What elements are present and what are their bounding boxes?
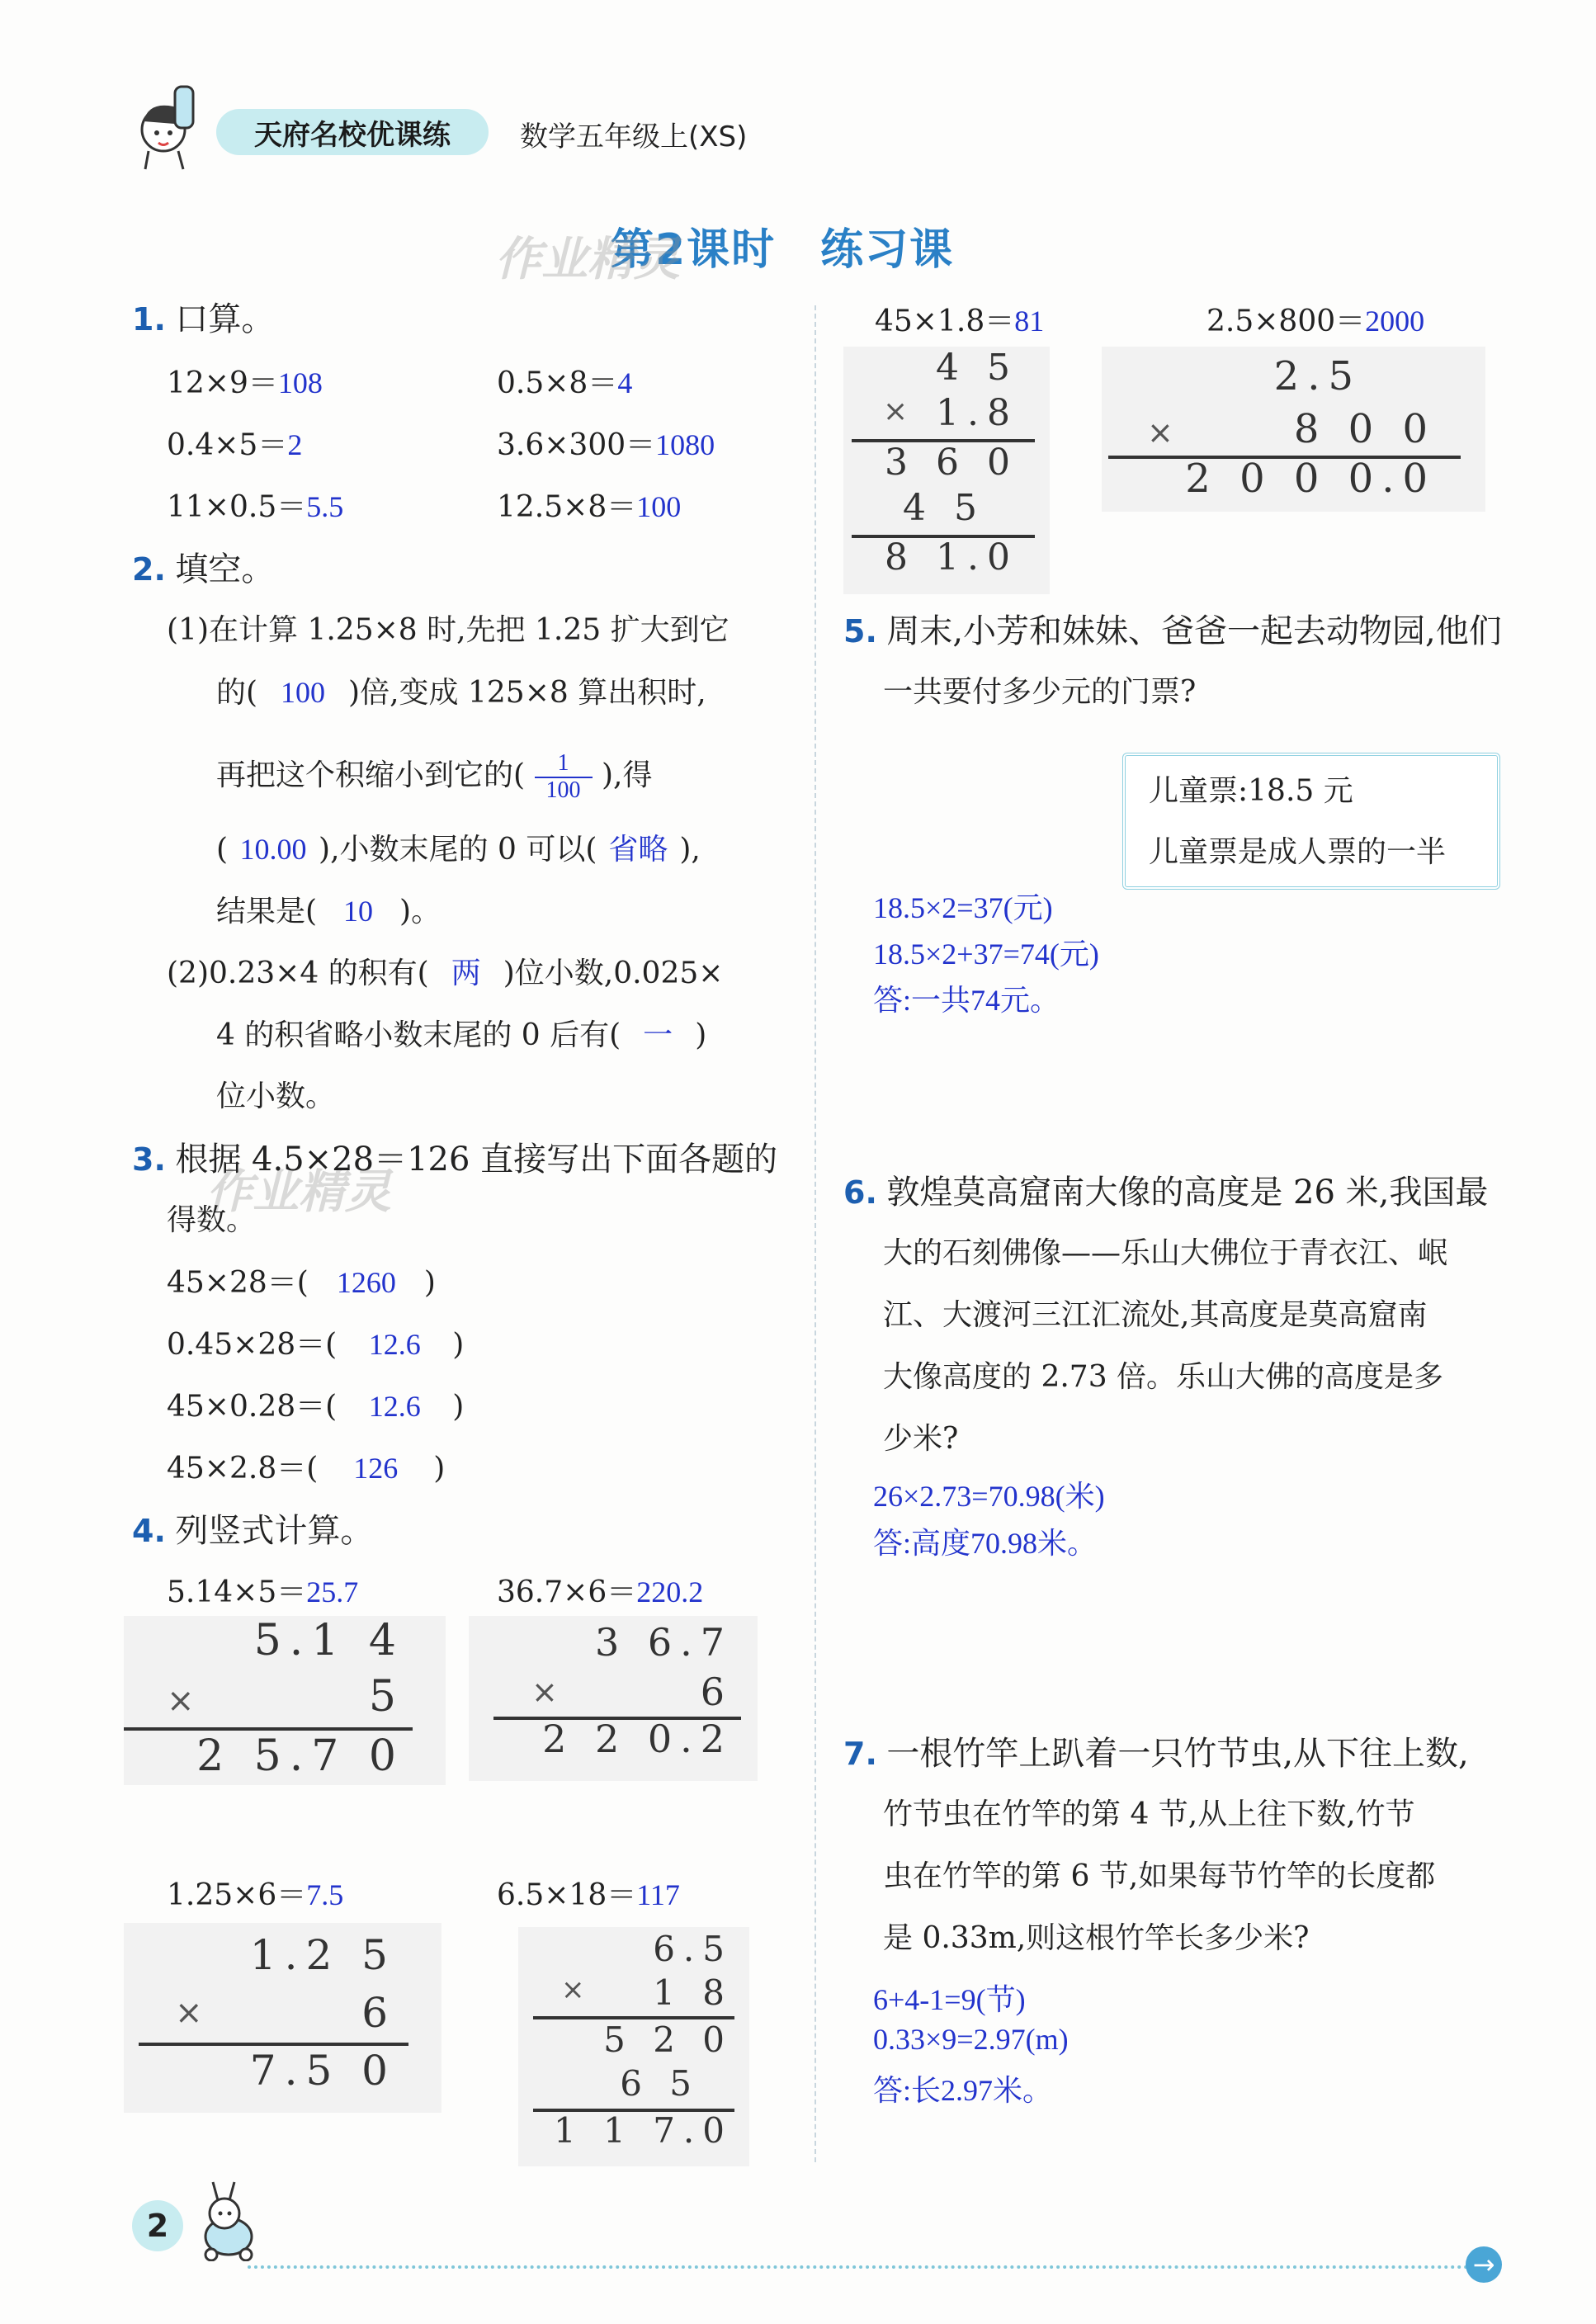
text: ) [452, 1390, 465, 1424]
oral-expr: 12.5×8＝ [497, 490, 637, 524]
blank-answer: 一 [643, 1018, 673, 1051]
arrow-glyph: → [1472, 2249, 1495, 2280]
question-number: 5. [843, 613, 877, 649]
solution-line: 18.5×2+37=74(元) [873, 938, 1099, 971]
solution-line: 26×2.73=70.98(米) [873, 1480, 1105, 1513]
text: (2)0.23×4 的积有( [167, 957, 429, 990]
question-text: 列竖式计算。 [175, 1512, 374, 1550]
calc-multiplicand: 3 6.7 [594, 1620, 733, 1665]
calc-multiplier: 1.8 [936, 392, 1018, 434]
text: ) [433, 1452, 446, 1486]
fraction-answer [535, 751, 593, 804]
question-2 [132, 549, 274, 592]
blank-answer: 省略 [608, 833, 668, 866]
watermark: 作业精灵 [495, 233, 680, 286]
vertical-calc-expr [497, 1572, 703, 1613]
q2-line [167, 953, 723, 994]
fraction-numerator: 1 [535, 751, 593, 778]
oral-answer: 108 [277, 366, 323, 399]
oral-answer: 1080 [655, 428, 715, 461]
calc-partial: 4 5 [903, 487, 985, 529]
solution-line: 答:长2.97米。 [873, 2074, 1053, 2107]
fraction-denominator: 100 [545, 777, 581, 803]
question-6 [843, 1172, 1488, 1215]
multiply-sign: × [561, 1973, 585, 2006]
question-7 [843, 1733, 1469, 1776]
vertical-calc-box [124, 1616, 446, 1785]
oral-expr: 12×9＝ [167, 366, 278, 400]
q2-line [216, 751, 652, 804]
vertical-calc-expr [497, 1875, 680, 1916]
calc-partial: 6 5 [620, 2063, 700, 2104]
vertical-calc-expr [167, 1572, 358, 1613]
question-number: 3. [132, 1141, 166, 1178]
calc-result: 8 1.0 [885, 536, 1018, 579]
question-1 [132, 299, 274, 342]
calc-answer: 117 [636, 1878, 680, 1911]
calc-result: 2 2 0.2 [542, 1717, 733, 1761]
oral-item [167, 487, 343, 528]
blank-answer: 两 [451, 957, 481, 990]
question-number: 2. [132, 551, 166, 588]
calc-multiplier: 5 [368, 1672, 404, 1722]
text: ) [423, 1266, 436, 1300]
q3-expr: 45×28＝( [167, 1266, 309, 1300]
calc-expr: 5.14×5＝ [167, 1575, 307, 1609]
q3-expr: 45×2.8＝( [167, 1452, 319, 1486]
oral-expr: 3.6×300＝ [497, 428, 656, 462]
q2-line [216, 891, 441, 933]
calc-partial: 3 6 0 [885, 442, 1018, 484]
text: ) [452, 1328, 465, 1362]
text: ) [695, 1018, 707, 1052]
question-text: 填空。 [175, 550, 275, 588]
calc-line [124, 1727, 413, 1731]
calc-result: 2 5.7 0 [196, 1731, 404, 1781]
question-text: 大像高度的 2.73 倍。乐山大佛的高度是多 [883, 1360, 1444, 1394]
question-text: 虫在竹竿的第 6 节,如果每节竹竿的长度都 [883, 1859, 1436, 1893]
girl-mascot-icon [124, 78, 215, 173]
q3-item [167, 1448, 445, 1490]
vertical-calc-box [518, 1927, 749, 2166]
question-number: 7. [843, 1736, 877, 1772]
blank-answer: 10.00 [239, 833, 307, 866]
question-text: 竹节虫在竹竿的第 4 节,从上往下数,竹节 [883, 1797, 1415, 1831]
oral-item [497, 363, 632, 404]
calc-result: 2 0 0 0.0 [1185, 456, 1436, 502]
oral-answer: 5.5 [306, 490, 344, 523]
question-number: 6. [843, 1174, 877, 1211]
solution-line: 6+4-1=9(节) [873, 1983, 1026, 2016]
oral-answer: 100 [636, 490, 682, 523]
calc-multiplicand: 5.1 4 [253, 1616, 404, 1665]
oral-answer: 2 [287, 428, 303, 461]
next-arrow-icon [1466, 2246, 1502, 2283]
text: )倍,变成 125×8 算出积时, [348, 676, 706, 710]
calc-multiplier: 8 0 0 [1293, 406, 1436, 452]
multiply-sign: × [531, 1674, 558, 1710]
oral-expr: 11×0.5＝ [167, 490, 307, 524]
oral-item [497, 425, 715, 466]
q3-expr: 45×0.28＝( [167, 1390, 338, 1424]
calc-multiplier: 1 8 [653, 1972, 733, 2013]
calc-answer: 81 [1014, 305, 1045, 338]
ticket-line: 儿童票是成人票的一半 [1149, 835, 1447, 869]
calc-result: 7.5 0 [249, 2047, 396, 2095]
ticket-line: 儿童票:18.5 元 [1149, 774, 1353, 808]
page-number-text: 2 [146, 2208, 169, 2244]
q3-item [167, 1325, 464, 1366]
calc-answer: 25.7 [306, 1575, 359, 1608]
oral-item [497, 487, 681, 528]
text: )位小数,0.025× [503, 957, 724, 990]
oral-expr: 0.5×8＝ [497, 366, 618, 400]
q3-item [167, 1386, 464, 1428]
oral-item [167, 425, 302, 466]
book-title-badge [216, 109, 489, 155]
watermark: 作业精灵 [206, 1165, 391, 1219]
question-text: 周末,小芳和妹妹、爸爸一起去动物园,他们 [886, 612, 1502, 650]
calc-multiplier: 6 [700, 1670, 733, 1714]
question-text: 根据 4.5×28＝126 直接写出下面各题的 [175, 1141, 778, 1179]
question-text: 大的石刻佛像——乐山大佛位于青衣江、岷 [883, 1236, 1448, 1270]
question-text: 得数。 [167, 1203, 257, 1237]
solution-line: 18.5×2=37(元) [873, 891, 1053, 924]
question-text: 口算。 [175, 300, 275, 338]
page-number [132, 2200, 183, 2251]
calc-multiplicand: 6.5 [653, 1929, 733, 1969]
calc-answer: 220.2 [636, 1575, 704, 1608]
calc-answer: 7.5 [306, 1878, 344, 1911]
calc-multiplier: 6 [361, 1989, 396, 2037]
multiply-sign: × [1147, 414, 1173, 451]
question-number: 1. [132, 301, 166, 338]
q2-line: 位小数。 [216, 1079, 336, 1113]
vertical-calc-expr [167, 1875, 343, 1916]
text: ), [679, 833, 701, 867]
footer-dotted-line [248, 2265, 1469, 2269]
blank-answer: 126 [353, 1452, 399, 1485]
vertical-calc-expr [1206, 301, 1424, 342]
multiply-sign: × [883, 394, 909, 428]
question-text: 少米? [883, 1422, 959, 1456]
question-text: 江、大渡河三江汇流处,其高度是莫高窟南 [883, 1298, 1428, 1332]
q2-line [216, 1015, 706, 1056]
calc-expr: 2.5×800＝ [1206, 305, 1366, 338]
vertical-calc-box [469, 1616, 758, 1781]
multiply-sign: × [167, 1682, 195, 1720]
text: ),得 [601, 758, 653, 792]
calc-multiplicand: 2.5 [1273, 353, 1362, 399]
book-title: 天府名校优课练 [254, 118, 451, 152]
text: )。 [399, 895, 441, 928]
calc-result: 1 1 7.0 [554, 2110, 733, 2151]
blank-answer: 12.6 [368, 1390, 421, 1423]
ticket-info-box [1122, 753, 1500, 890]
solution-line: 答:一共74元。 [873, 984, 1060, 1017]
vertical-calc-expr [875, 301, 1044, 342]
page-title: 第2课时 练习课 [611, 225, 955, 275]
calc-expr: 1.25×6＝ [167, 1878, 307, 1912]
question-number: 4. [132, 1513, 166, 1549]
text: 4 的积省略小数末尾的 0 后有( [216, 1018, 621, 1052]
q3-expr: 0.45×28＝( [167, 1328, 338, 1362]
calc-line [139, 2043, 408, 2046]
calc-answer: 2000 [1365, 305, 1425, 338]
question-5 [843, 611, 1502, 654]
question-3 [132, 1139, 777, 1182]
oral-answer: 4 [617, 366, 633, 399]
question-text: 一共要付多少元的门票? [883, 675, 1197, 709]
calc-expr: 6.5×18＝ [497, 1878, 637, 1912]
blank-answer: 100 [281, 676, 326, 709]
column-divider [815, 305, 816, 2162]
calc-partial: 5 2 0 [603, 2019, 733, 2060]
q2-line [216, 829, 701, 871]
q2-line [216, 673, 706, 714]
calc-expr: 36.7×6＝ [497, 1575, 637, 1609]
text: 结果是( [216, 895, 318, 928]
vertical-calc-box [843, 347, 1050, 594]
q2-line: (1)在计算 1.25×8 时,先把 1.25 扩大到它 [167, 613, 730, 647]
calc-expr: 45×1.8＝ [875, 305, 1015, 338]
bunny-mascot-icon [191, 2179, 266, 2261]
question-text: 敦煌莫高窟南大像的高度是 26 米,我国最 [886, 1174, 1489, 1212]
text: ( [216, 833, 229, 867]
multiply-sign: × [175, 1994, 203, 2032]
q3-item [167, 1263, 436, 1304]
calc-multiplicand: 1.2 5 [249, 1931, 396, 1979]
text: 的( [216, 676, 258, 710]
vertical-calc-box [1102, 347, 1485, 512]
solution-line: 0.33×9=2.97(m) [873, 2023, 1069, 2056]
blank-answer: 10 [343, 895, 374, 928]
blank-answer: 12.6 [368, 1328, 421, 1361]
oral-item [167, 363, 323, 404]
question-4 [132, 1510, 373, 1553]
solution-line: 答:高度70.98米。 [873, 1527, 1098, 1560]
text: 再把这个积缩小到它的( [216, 758, 526, 792]
calc-multiplicand: 4 5 [936, 347, 1018, 389]
question-text: 一根竹竿上趴着一只竹节虫,从下往上数, [886, 1735, 1469, 1773]
blank-answer: 1260 [336, 1266, 396, 1299]
text: ),小数末尾的 0 可以( [319, 833, 597, 867]
oral-expr: 0.4×5＝ [167, 428, 288, 462]
question-text: 是 0.33m,则这根竹竿长多少米? [883, 1921, 1310, 1955]
vertical-calc-box [124, 1923, 441, 2113]
subject-label: 数学五年级上(XS) [520, 120, 748, 154]
